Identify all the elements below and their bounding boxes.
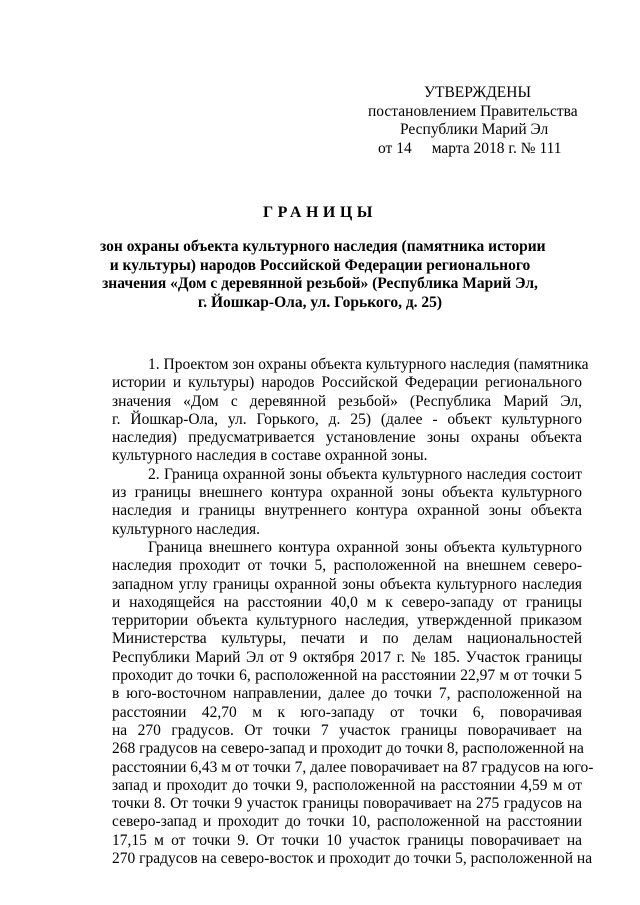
text-line: точки 8. От точки 9 участок границы поворачивает на 275 градусов на (112, 795, 582, 813)
subtitle-line: значения «Дом с деревянной резьбой» (Республика Марий Эл, (102, 275, 538, 292)
text-line: расстоянии 6,43 м от точки 7, далее поворачивает на 87 градусов на юго- (112, 758, 594, 776)
paragraph-1 (112, 356, 589, 466)
text-line: 270 градусов на северо-восток и проходит до точки 5, расположенной на (112, 850, 593, 868)
document-body (112, 356, 594, 868)
text-line: 17,15 м от точки 9. От точки 10 участок границы поворачивает на (112, 831, 582, 849)
approval-date-day: 14 (396, 139, 412, 157)
text-line: проходит до точки 6, расположенной на расстоянии 22,97 м от точки 5 (112, 667, 582, 685)
text-line: 2. Граница охранной зоны объекта культурного наследия состоит (148, 465, 582, 483)
text-line: наследия проходит от точки 5, расположенной на внешнем северо- (112, 557, 582, 575)
text-line: западном углу границы охранной зоны объекта культурного наследия (112, 575, 582, 593)
document-title: ГРАНИЦЫ (262, 204, 377, 221)
text-line: северо-запад и проходит до точки 10, расположенной на расстоянии (112, 813, 582, 831)
text-line: из границы внешнего контура охранной зоны объекта культурного (112, 484, 582, 502)
approval-stamp (368, 84, 598, 158)
text-line: Граница внешнего контура охранной зоны объекта культурного (148, 538, 582, 556)
text-line: территории объекта культурного наследия, утвержденной приказом (112, 612, 582, 630)
text-line: 1. Проектом зон охраны объекта культурного наследия (памятника (148, 356, 589, 373)
text-line: запад и проходит до точки 9, расположенной на расстоянии 4,59 м от (112, 776, 582, 794)
approval-line-2: Республики Марий Эл (400, 121, 549, 138)
subtitle-line: г. Йошкар-Ола, ул. Горького, д. 25) (197, 293, 443, 311)
text-line: истории и культуры) народов Российской Федерации регионального (112, 374, 582, 392)
text-line: на 270 градусов. От точки 7 участок границы поворачивает на (112, 721, 582, 739)
approval-date-number: 111 (539, 139, 562, 157)
text-line: культурного наследия. (112, 520, 260, 538)
text-line: Министерства культуры, печати и по делам национальностей (112, 630, 582, 648)
text-line: г. Йошкар-Ола, ул. Горького, д. 25) (далее - объект культурного (112, 410, 582, 428)
approval-title: УТВЕРЖДЕНЫ (424, 84, 531, 101)
text-line: культурного наследия в составе охранной зоны. (112, 447, 428, 465)
paragraph-2 (112, 466, 582, 539)
text-line: наследия) предусматривается установление зоны охраны объекта (112, 429, 582, 447)
text-line: расстоянии 42,70 м к юго-западу от точки 6, поворачивая (112, 703, 582, 721)
text-line: в юго-восточном направлении, далее до точки 7, расположенной на (112, 685, 582, 703)
approval-line-1: постановлением Правительства (368, 102, 578, 120)
text-line: Республики Марий Эл от 9 октября 2017 г. № 185. Участок границы (112, 648, 582, 666)
subtitle-line: и культуры) народов Российской Федерации регионального (109, 256, 531, 274)
text-line: и находящейся на расстоянии 40,0 м к северо-западу от границы (112, 593, 582, 611)
paragraph-3 (112, 538, 594, 868)
approval-date-prefix: от (378, 139, 393, 157)
approval-date-month-year: марта 2018 г. № (431, 139, 536, 157)
document-subtitle (100, 238, 546, 312)
approval-date-line (378, 140, 598, 159)
text-line: наследия и границы внутреннего контура охранной зоны объекта (112, 502, 582, 520)
text-line: значения «Дом с деревянной резьбой» (Республика Марий Эл, (112, 392, 582, 410)
subtitle-line: зон охраны объекта культурного наследия (памятника истории (100, 238, 546, 255)
text-line: 268 градусов на северо-запад и проходит до точки 8, расположенной на (112, 740, 584, 758)
